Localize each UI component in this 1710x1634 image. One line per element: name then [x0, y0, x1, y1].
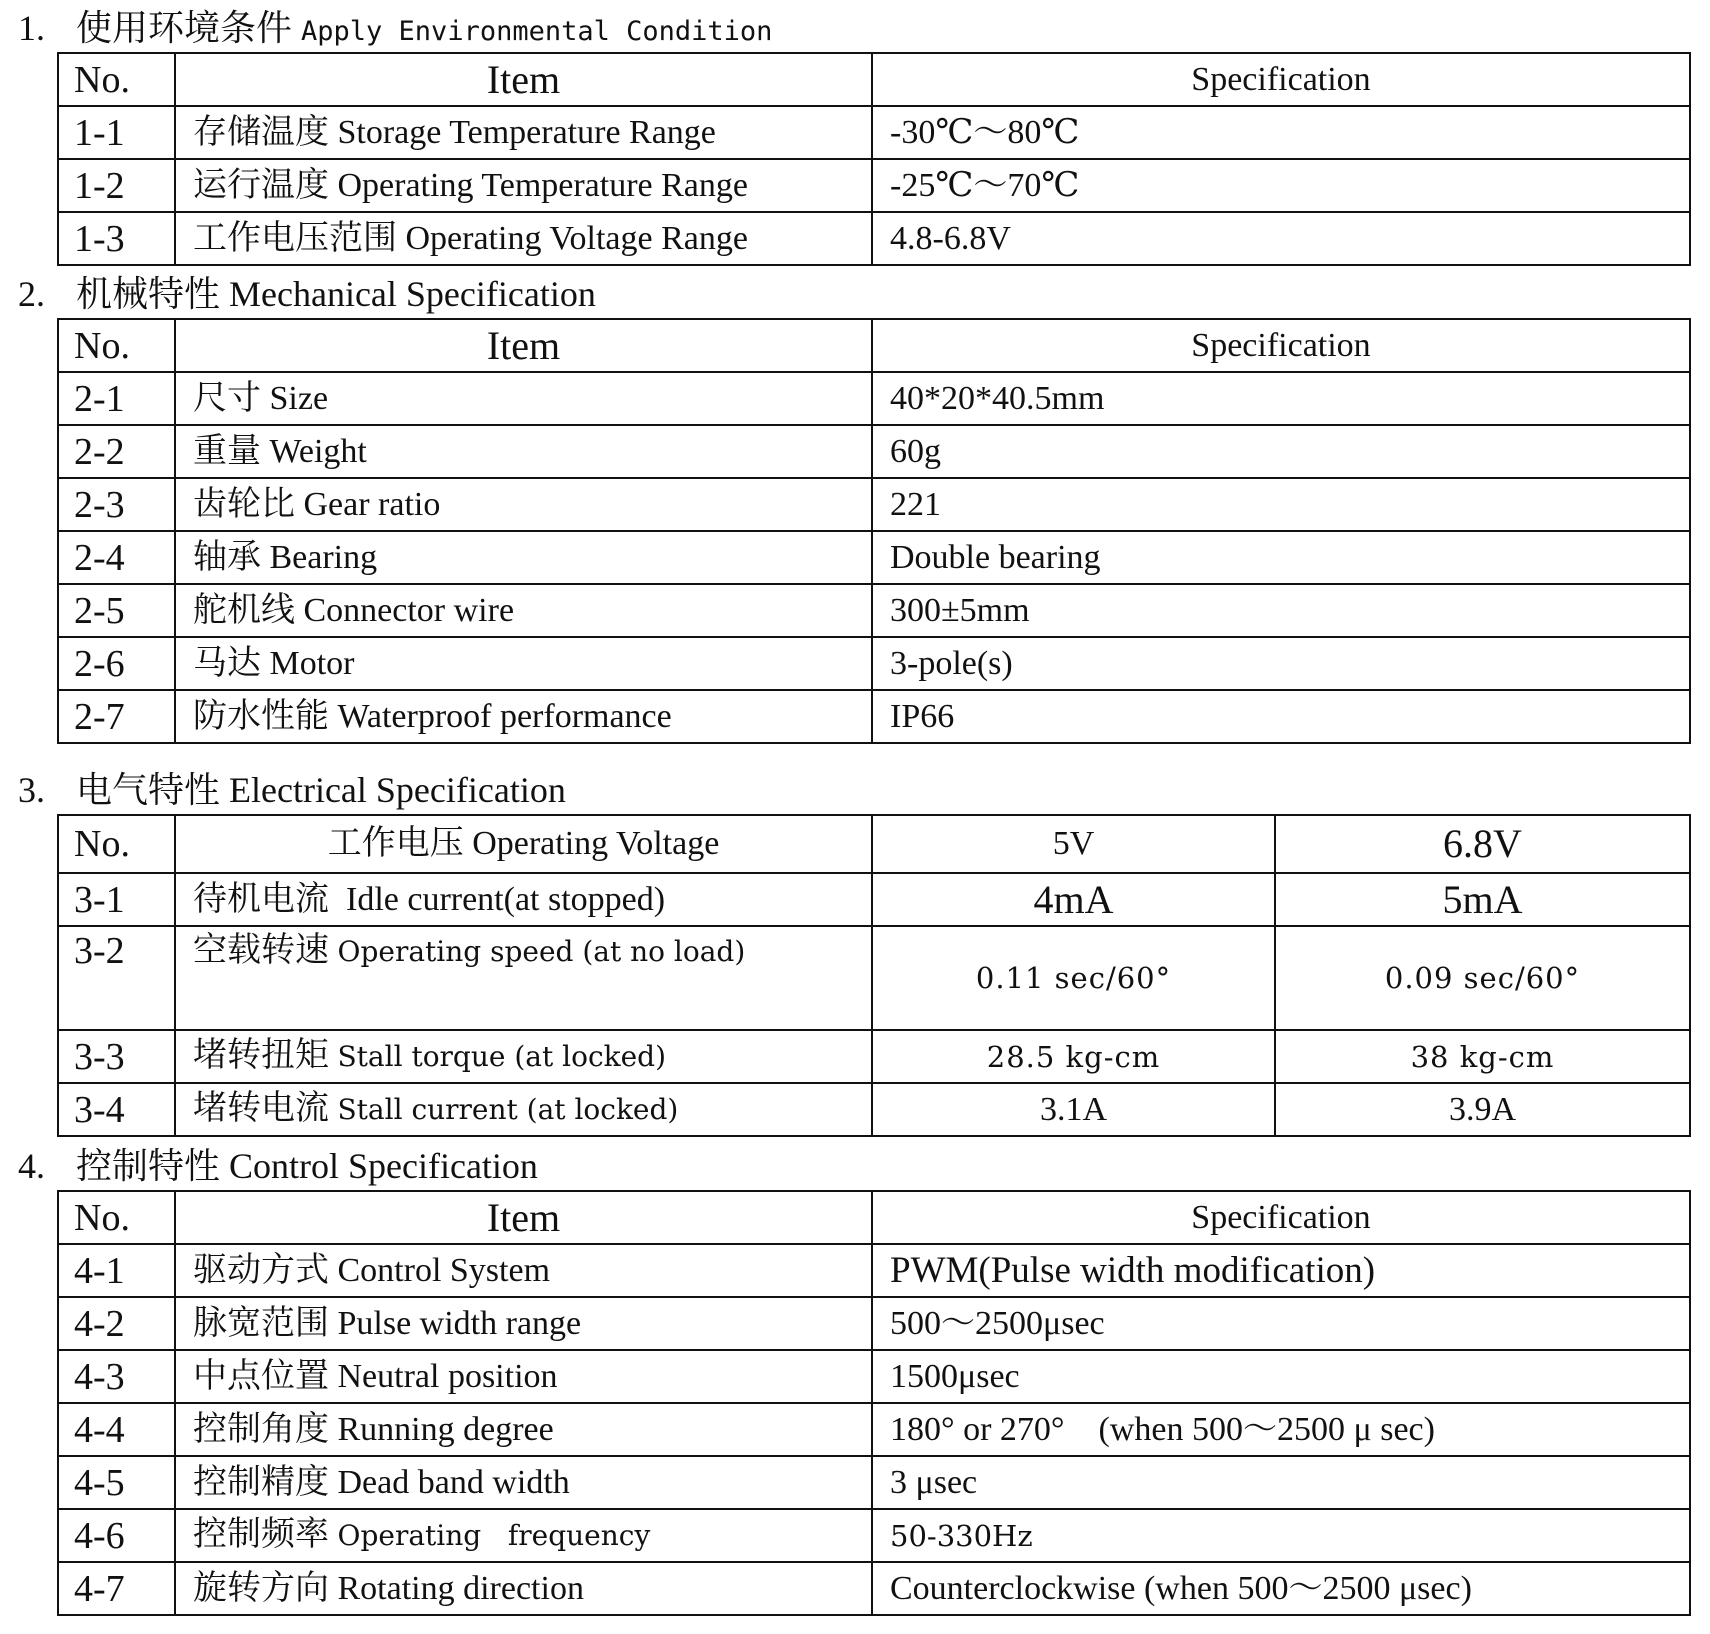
row-spec: Double bearing [872, 531, 1690, 584]
row-no: 3-3 [58, 1030, 175, 1083]
table-header-row [58, 815, 1690, 873]
row-no: 4-4 [58, 1403, 175, 1456]
table-row [58, 425, 1690, 478]
row-no: 1-3 [58, 212, 175, 265]
table-row [58, 372, 1690, 425]
row-item: 堵转电流 Stall current (at locked) [175, 1083, 872, 1136]
row-no: 4-1 [58, 1244, 175, 1297]
row-item: 旋转方向 Rotating direction [175, 1562, 872, 1615]
row-no: 1-2 [58, 159, 175, 212]
row-item: 运行温度 Operating Temperature Range [175, 159, 872, 212]
row-spec: 50-330Hz [872, 1509, 1690, 1562]
table-row [58, 1562, 1690, 1615]
row-spec: 221 [872, 478, 1690, 531]
header-spec: Specification [872, 1191, 1690, 1244]
section-3-title: 3. 电气特性 Electrical Specification [18, 770, 566, 810]
header-no: No. [58, 319, 175, 372]
row-item: 脉宽范围 Pulse width range [175, 1297, 872, 1350]
electrical-table [57, 814, 1691, 1137]
table-row [58, 1456, 1690, 1509]
table-header-row [58, 53, 1690, 106]
table-row [58, 1083, 1690, 1136]
row-no: 2-5 [58, 584, 175, 637]
header-item: Item [175, 319, 872, 372]
header-item: 工作电压 Operating Voltage [175, 815, 872, 873]
row-spec: -30℃～80℃ [872, 106, 1690, 159]
mechanical-table [57, 318, 1691, 744]
row-spec: 40*20*40.5mm [872, 372, 1690, 425]
header-no: No. [58, 815, 175, 873]
row-value-6-8v: 3.9A [1275, 1083, 1690, 1136]
row-item: 舵机线 Connector wire [175, 584, 872, 637]
table-header-row [58, 1191, 1690, 1244]
table-row [58, 1297, 1690, 1350]
table-row [58, 531, 1690, 584]
row-no: 4-6 [58, 1509, 175, 1562]
row-no: 4-3 [58, 1350, 175, 1403]
row-item: 工作电压范围 Operating Voltage Range [175, 212, 872, 265]
table-row [58, 1244, 1690, 1297]
row-spec: 1500μsec [872, 1350, 1690, 1403]
row-value-5v: 0.11 sec/60° [872, 926, 1275, 1030]
header-spec: Specification [872, 319, 1690, 372]
row-spec: PWM(Pulse width modification) [872, 1244, 1690, 1297]
section-2-title: 2. 机械特性 Mechanical Specification [18, 274, 596, 314]
row-no: 4-2 [58, 1297, 175, 1350]
row-value-5v: 3.1A [872, 1083, 1275, 1136]
row-spec: 300±5mm [872, 584, 1690, 637]
table-row [58, 690, 1690, 743]
row-no: 4-5 [58, 1456, 175, 1509]
row-spec: IP66 [872, 690, 1690, 743]
header-no: No. [58, 53, 175, 106]
row-no: 3-2 [58, 926, 175, 1030]
table-row [58, 637, 1690, 690]
control-table [57, 1190, 1691, 1616]
row-item: 控制精度 Dead band width [175, 1456, 872, 1509]
row-item: 待机电流 Idle current(at stopped) [175, 873, 872, 926]
table-row [58, 873, 1690, 926]
row-item: 控制频率 Operating frequency [175, 1509, 872, 1562]
row-no: 2-7 [58, 690, 175, 743]
header-5v: 5V [872, 815, 1275, 873]
row-no: 1-1 [58, 106, 175, 159]
row-item: 驱动方式 Control System [175, 1244, 872, 1297]
table-row [58, 584, 1690, 637]
row-item: 轴承 Bearing [175, 531, 872, 584]
section-1-title: 1. 使用环境条件 Apply Environmental Condition [18, 8, 773, 48]
row-no: 2-4 [58, 531, 175, 584]
table-header-row [58, 319, 1690, 372]
row-spec: 4.8-6.8V [872, 212, 1690, 265]
row-value-6-8v: 38 kg-cm [1275, 1030, 1690, 1083]
row-spec: -25℃～70℃ [872, 159, 1690, 212]
table-row [58, 1509, 1690, 1562]
table-row [58, 212, 1690, 265]
row-item: 防水性能 Waterproof performance [175, 690, 872, 743]
row-no: 3-4 [58, 1083, 175, 1136]
header-6-8v: 6.8V [1275, 815, 1690, 873]
row-spec: 3-pole(s) [872, 637, 1690, 690]
row-spec: 3 μsec [872, 1456, 1690, 1509]
row-value-5v: 28.5 kg-cm [872, 1030, 1275, 1083]
row-item: 齿轮比 Gear ratio [175, 478, 872, 531]
table-row [58, 926, 1690, 1030]
row-value-5v: 4mA [872, 873, 1275, 926]
table-row [58, 159, 1690, 212]
row-no: 2-2 [58, 425, 175, 478]
table-row [58, 1350, 1690, 1403]
row-item: 堵转扭矩 Stall torque (at locked) [175, 1030, 872, 1083]
row-no: 2-6 [58, 637, 175, 690]
row-spec: 500～2500μsec [872, 1297, 1690, 1350]
table-row [58, 478, 1690, 531]
header-spec: Specification [872, 53, 1690, 106]
row-item: 尺寸 Size [175, 372, 872, 425]
section-4-title: 4. 控制特性 Control Specification [18, 1146, 538, 1186]
row-value-6-8v: 5mA [1275, 873, 1690, 926]
row-value-6-8v: 0.09 sec/60° [1275, 926, 1690, 1030]
row-spec: 180° or 270° (when 500～2500 μ sec) [872, 1403, 1690, 1456]
row-spec: Counterclockwise (when 500～2500 μsec) [872, 1562, 1690, 1615]
row-item: 控制角度 Running degree [175, 1403, 872, 1456]
table-row [58, 1403, 1690, 1456]
header-item: Item [175, 1191, 872, 1244]
table-row [58, 106, 1690, 159]
environment-table [57, 52, 1691, 266]
row-item: 重量 Weight [175, 425, 872, 478]
row-item: 马达 Motor [175, 637, 872, 690]
row-no: 2-1 [58, 372, 175, 425]
row-no: 2-3 [58, 478, 175, 531]
row-item: 空载转速 Operating speed (at no load) [175, 926, 872, 1030]
row-no: 3-1 [58, 873, 175, 926]
header-no: No. [58, 1191, 175, 1244]
row-item: 存储温度 Storage Temperature Range [175, 106, 872, 159]
header-item: Item [175, 53, 872, 106]
row-spec: 60g [872, 425, 1690, 478]
row-item: 中点位置 Neutral position [175, 1350, 872, 1403]
row-no: 4-7 [58, 1562, 175, 1615]
table-row [58, 1030, 1690, 1083]
